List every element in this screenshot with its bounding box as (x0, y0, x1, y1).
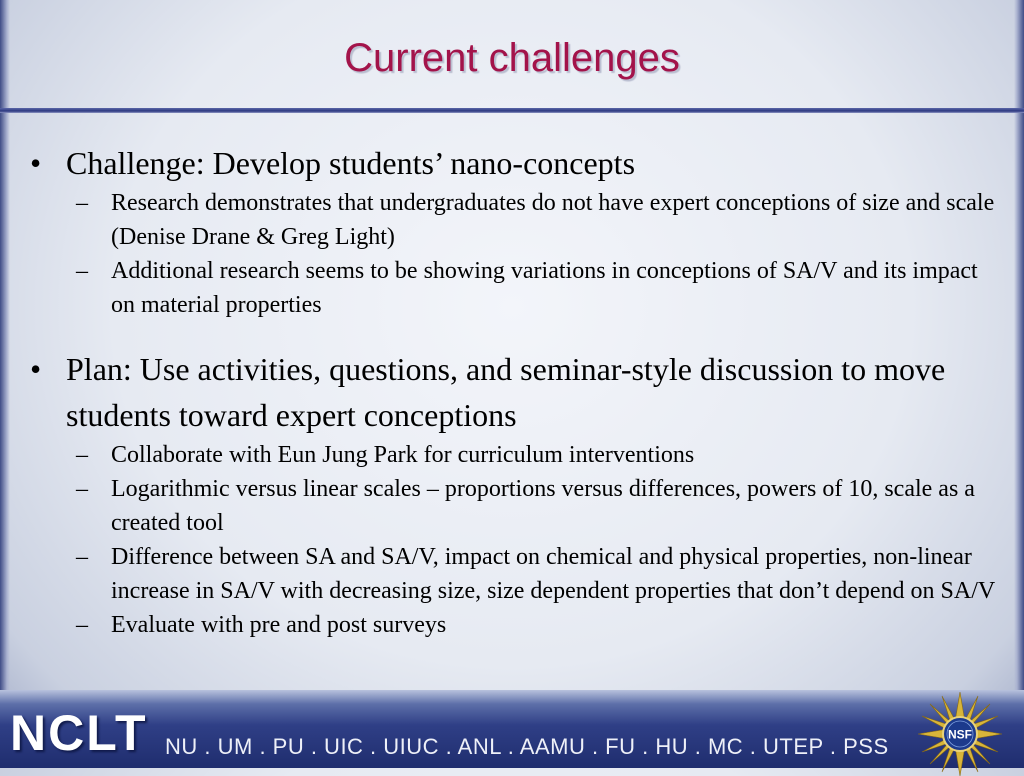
sub-bullet (0, 472, 1024, 540)
slide-body (0, 140, 1024, 642)
nsf-seal-text: NSF (948, 727, 972, 742)
bullet-text: Challenge: Develop students’ nano-concepts (66, 145, 636, 181)
dash-marker: – (76, 258, 88, 284)
nclt-logo: NCLT (10, 705, 148, 761)
sub-bullet-text: Evaluate with pre and post surveys (111, 612, 447, 638)
sub-bullet (0, 254, 1024, 322)
section-spacer (0, 322, 1024, 346)
nsf-seal-icon (918, 692, 1002, 776)
bullet-marker: • (30, 145, 42, 181)
sub-bullet-text: Additional research seems to be showing variations in conceptions of SA/V and its impact on material properties (111, 258, 978, 318)
sub-bullet (0, 540, 1024, 608)
dash-marker: – (76, 544, 88, 570)
slide-title: Current challenges (344, 36, 680, 80)
sub-bullet-text: Difference between SA and SA/V, impact on chemical and physical properties, non-linear increase in SA/V with decreasing size, size dependent properties that don’t depend on SA/V (111, 544, 996, 604)
footer-bar (0, 690, 1024, 768)
sub-bullet (0, 438, 1024, 472)
sub-bullet-text: Collaborate with Eun Jung Park for curriculum interventions (111, 442, 695, 468)
dash-marker: – (76, 476, 88, 502)
title-divider (0, 108, 1024, 113)
bullet-marker: • (30, 351, 42, 387)
sub-bullet-text: Logarithmic versus linear scales – proportions versus differences, powers of 10, scale as a created tool (111, 476, 975, 536)
dash-marker: – (76, 190, 88, 216)
dash-marker: – (76, 612, 88, 638)
bullet-plan (0, 346, 1024, 438)
sub-bullet (0, 186, 1024, 254)
bullet-challenge (0, 140, 1024, 186)
sub-bullet (0, 608, 1024, 642)
sub-bullet-text: Research demonstrates that undergraduates do not have expert conceptions of size and scale (Denise Drane & Greg Light) (111, 190, 995, 250)
bullet-text: Plan: Use activities, questions, and seminar-style discussion to move students toward expert conceptions (66, 351, 946, 433)
partner-list: NU . UM . PU . UIC . UIUC . ANL . AAMU . FU . HU . MC . UTEP . PSS (165, 734, 889, 759)
dash-marker: – (76, 442, 88, 468)
